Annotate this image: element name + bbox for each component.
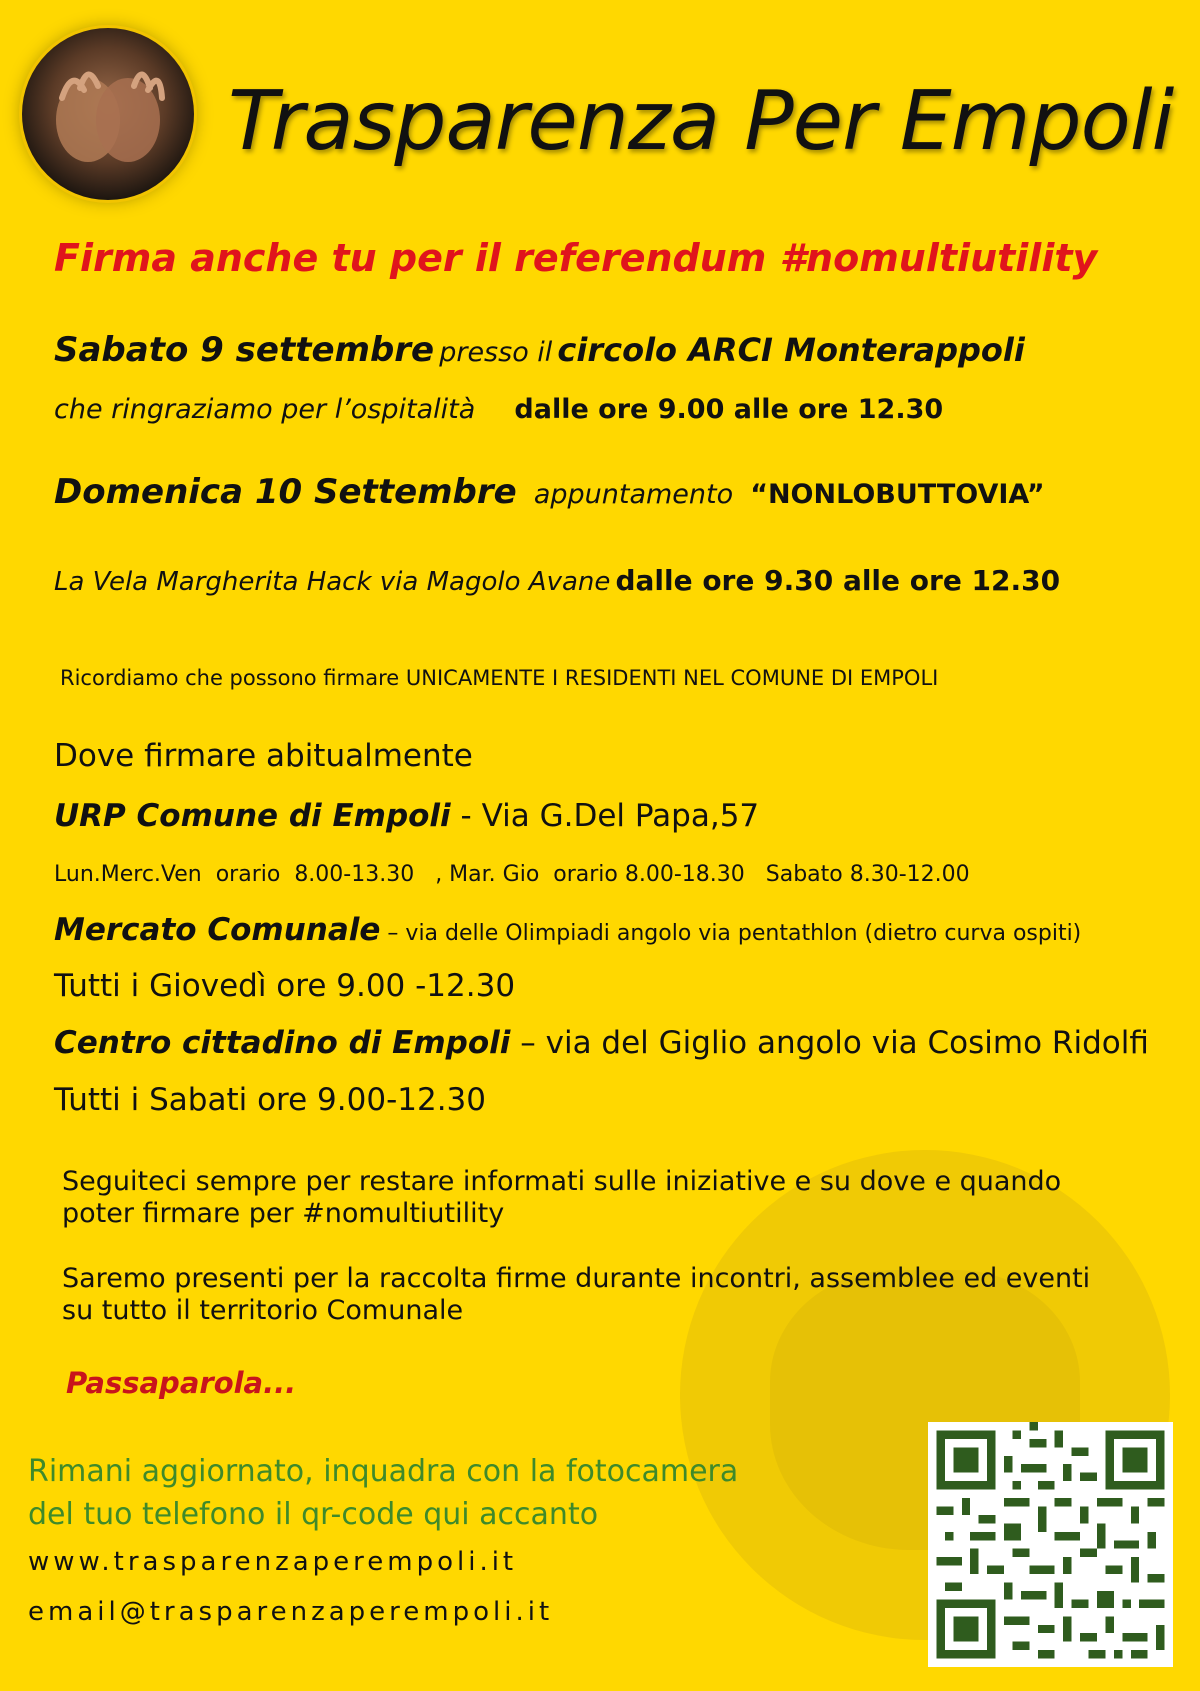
event1-presso: presso il bbox=[439, 337, 553, 368]
residents-note-prefix: Ricordiamo che possono firmare bbox=[60, 666, 400, 690]
email-link[interactable]: email@trasparenzaperempoli.it bbox=[28, 1597, 554, 1627]
where-heading: Dove firmare abitualmente bbox=[54, 738, 473, 774]
urp-hours: Lun.Merc.Ven orario 8.00-13.30 , Mar. Gio orario 8.00-18.30 Sabato 8.30-12.00 bbox=[54, 862, 970, 887]
mercato-line bbox=[54, 912, 1081, 948]
mercato-hours: Tutti i Giovedì ore 9.00 -12.30 bbox=[54, 968, 516, 1004]
follow-line1: Seguiteci sempre per restare informati sulle iniziative e su dove e quando bbox=[62, 1166, 1062, 1197]
referendum-headline: Firma anche tu per il referendum #nomultiutility bbox=[54, 236, 1098, 280]
centro-line bbox=[54, 1025, 1149, 1061]
event2-hours: dalle ore 9.30 alle ore 12.30 bbox=[615, 564, 1061, 597]
residents-note bbox=[60, 666, 938, 690]
event2-line2 bbox=[54, 564, 1060, 597]
page-title: Trasparenza Per Empoli bbox=[228, 74, 1174, 169]
qr-code-image bbox=[928, 1422, 1173, 1667]
event2-appointment: appuntamento bbox=[533, 479, 734, 510]
qr-instruction-line1: Rimani aggiornato, inquadra con la fotocamera bbox=[28, 1454, 739, 1489]
event2-name: “NONLOBUTTOVIA” bbox=[750, 479, 1045, 510]
passaparola: Passaparola... bbox=[66, 1366, 297, 1400]
follow-line2: poter firmare per #nomultiutility bbox=[62, 1198, 505, 1229]
mercato-name: Mercato Comunale bbox=[54, 912, 381, 948]
event2-place: La Vela Margherita Hack via Magolo Avane bbox=[54, 567, 611, 597]
event1-line bbox=[54, 330, 1025, 370]
qr-instruction-line2: del tuo telefono il qr-code qui accanto bbox=[28, 1497, 599, 1532]
follow-line4: su tutto il territorio Comunale bbox=[62, 1295, 464, 1326]
centro-address: – via del Giglio angolo via Cosimo Ridolfi bbox=[510, 1025, 1149, 1061]
follow-line3: Saremo presenti per la raccolta firme durante incontri, assemblee ed eventi bbox=[62, 1263, 1091, 1294]
mercato-address: – via delle Olimpiadi angolo via pentathlon (dietro curva ospiti) bbox=[380, 921, 1082, 946]
event1-line2 bbox=[54, 394, 943, 425]
urp-name: URP Comune di Empoli bbox=[54, 798, 451, 834]
residents-note-emphasis: UNICAMENTE I RESIDENTI NEL COMUNE DI EMPOLI bbox=[405, 666, 939, 690]
centro-hours: Tutti i Sabati ore 9.00-12.30 bbox=[54, 1082, 487, 1118]
urp-line bbox=[54, 798, 759, 834]
website-link[interactable]: www.trasparenzaperempoli.it bbox=[28, 1547, 518, 1577]
event2-day: Domenica 10 Settembre bbox=[54, 472, 517, 512]
urp-address: - Via G.Del Papa,57 bbox=[450, 798, 760, 834]
event2-line bbox=[54, 472, 1045, 512]
event1-thanks: che ringraziamo per l’ospitalità bbox=[54, 394, 476, 425]
event1-hours: dalle ore 9.00 alle ore 12.30 bbox=[514, 394, 944, 425]
event1-place: circolo ARCI Monterappoli bbox=[557, 331, 1025, 369]
event1-day: Sabato 9 settembre bbox=[54, 330, 435, 370]
hands-logo-image bbox=[22, 28, 194, 200]
centro-name: Centro cittadino di Empoli bbox=[54, 1025, 511, 1061]
